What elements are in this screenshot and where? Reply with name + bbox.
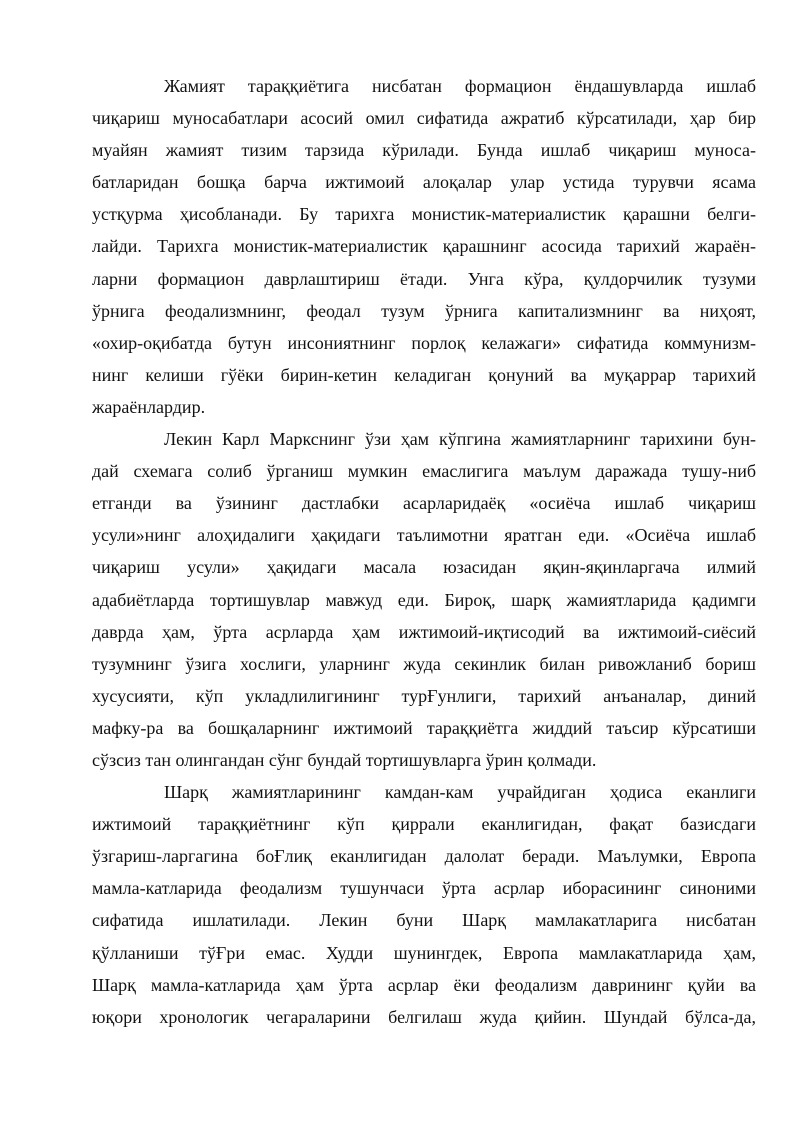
- text-line: мафку-ра ва бошқаларнинг ижтимоий тараққиётга жиддий таъсир кўрсатиши: [92, 717, 756, 738]
- text-line: Шарқ жамиятларининг камдан-кам учрайдиган ҳодиса еканлиги: [164, 782, 756, 803]
- text-line: етганди ва ўзининг дастлабки асарларидаёқ «осиёча ишлаб чиқариш: [92, 493, 756, 514]
- text-line: жараёнлардир.: [92, 396, 206, 417]
- text-line: Лекин Карл Маркснинг ўзи ҳам кўпгина жамиятларнинг тарихини бун-: [164, 429, 756, 450]
- text-line: чиқариш муносабатлари асосий омил сифатида ажратиб кўрсатилади, ҳар бир: [92, 108, 756, 129]
- text-line: батларидан бошқа барча ижтимоий алоқалар улар устида турувчи ясама: [92, 172, 756, 193]
- text-line: даврда ҳам, ўрта асрларда ҳам ижтимоий-иқтисодий ва ижтимоий-сиёсий: [92, 621, 756, 642]
- text-line: дай схемага солиб ўрганиш мумкин емаслигига маълум даражада тушу-ниб: [92, 461, 756, 482]
- text-line: хусусияти, кўп укладлилигининг турҒунлиги, тарихий анъаналар, диний: [92, 685, 756, 706]
- text-line: чиқариш усули» ҳақидаги масала юзасидан яқин-яқинларгача илмий: [92, 557, 756, 578]
- text-line: сўзсиз тан олингандан сўнг бундай тортишувларга ўрин қолмади.: [92, 749, 597, 770]
- text-line: ларни формацион даврлаштириш ётади. Унга кўра, қулдорчилик тузуми: [92, 268, 756, 289]
- text-line: адабиётларда тортишувлар мавжуд еди. Бироқ, шарқ жамиятларида қадимги: [92, 589, 756, 610]
- text-line: нинг келиши гўёки бирин-кетин келадиган қонуний ва муқаррар тарихий: [92, 364, 756, 385]
- document-page: [92, 70, 756, 1033]
- text-line: юқори хронологик чегараларини белгилаш жуда қийин. Шундай бўлса-да,: [92, 1006, 756, 1027]
- paragraph-1: [92, 70, 756, 423]
- text-line: ўзгариш-ларгагина боҒлиқ еканлигидан далолат беради. Маълумки, Европа: [92, 846, 756, 867]
- text-line: Шарқ мамла-катларида ҳам ўрта асрлар ёки феодализм даврининг қуйи ва: [92, 974, 756, 995]
- text-line: усули»нинг алоҳидалиги ҳақидаги таълимотни яратган еди. «Осиёча ишлаб: [92, 525, 756, 546]
- text-line: лайди. Тарихга монистик-материалистик қарашнинг асосида тарихий жараён-: [92, 236, 756, 257]
- text-line: ўрнига феодализмнинг, феодал тузум ўрнига капитализмнинг ва ниҳоят,: [92, 300, 756, 321]
- text-line: сифатида ишлатилади. Лекин буни Шарқ мамлакатларига нисбатан: [92, 910, 756, 931]
- text-line: муайян жамият тизим тарзида кўрилади. Бунда ишлаб чиқариш муноса-: [92, 140, 756, 161]
- text-line: мамла-катларида феодализм тушунчаси ўрта асрлар иборасининг синоними: [92, 878, 756, 899]
- text-line: қўлланиши тўҒри емас. Худди шунингдек, Европа мамлакатларида ҳам,: [92, 942, 756, 963]
- text-line: «охир-оқибатда бутун инсониятнинг порлоқ келажаги» сифатида коммунизм-: [92, 332, 756, 353]
- paragraph-3: [92, 776, 756, 1033]
- text-line: Жамият тараққиётига нисбатан формацион ёндашувларда ишлаб: [164, 76, 756, 96]
- paragraph-2: [92, 423, 756, 776]
- text-line: устқурма ҳисобланади. Бу тарихга монистик-материалистик қарашни белги-: [92, 204, 756, 225]
- text-line: ижтимоий тараққиётнинг кўп қиррали еканлигидан, фақат базисдаги: [92, 814, 756, 835]
- text-line: тузумнинг ўзига хослиги, уларнинг жуда секинлик билан ривожланиб бориш: [92, 653, 756, 674]
